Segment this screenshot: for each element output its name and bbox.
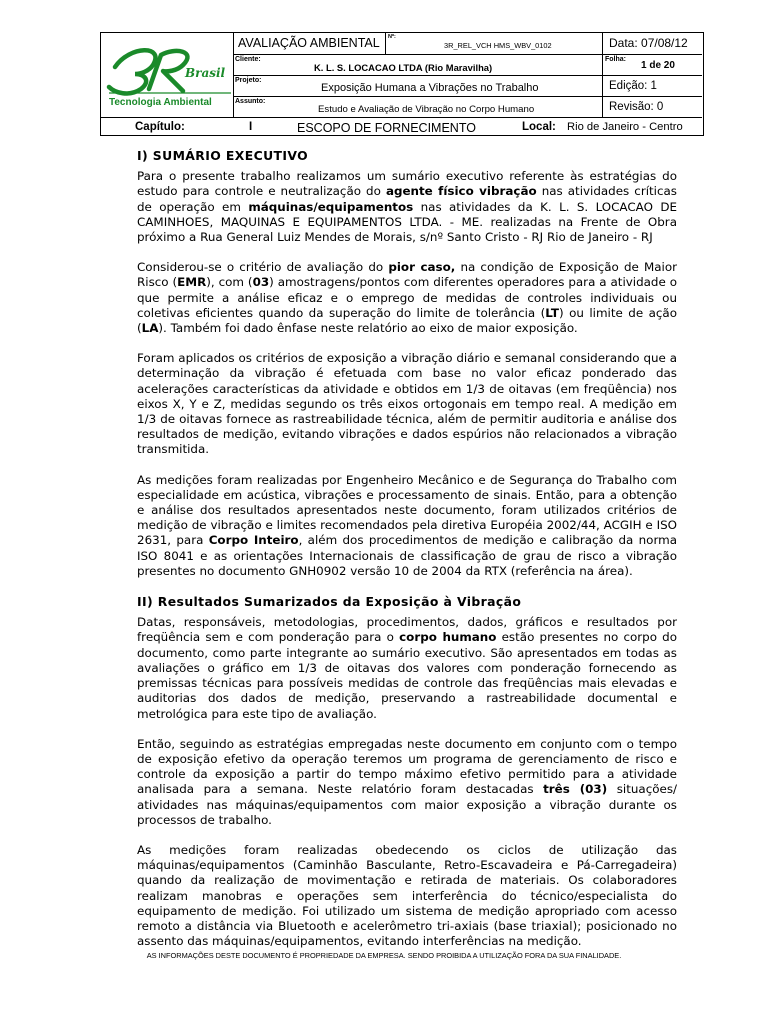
paragraph-6 bbox=[137, 737, 677, 828]
client-name: K. L. S. LOCACAO LTDA (Rio Maravilha) bbox=[314, 62, 493, 73]
emphasis: LT bbox=[545, 305, 560, 320]
emphasis: corpo humano bbox=[399, 630, 497, 645]
folha-value: 1 de 20 bbox=[641, 60, 675, 71]
chapter-title: ESCOPO DE FORNECIMENTO bbox=[297, 121, 476, 135]
text-run: estão presentes no corpo do documento, como parte integrante ao sumário executivo. São apresentados em todas as avaliações o gráfico em 1/3 de oitavas dos valores com ponderação fornecendo as premissas técnicas para possíveis medidas de controle das freqüências mais elevadas e auditorias dos dados de medição, preservando a rastreabilidade documental e metrológica para este tipo de avaliação. bbox=[137, 630, 677, 721]
subject-cell bbox=[234, 97, 603, 118]
document-body bbox=[137, 148, 677, 964]
client-cell bbox=[234, 55, 603, 76]
document-header bbox=[100, 32, 704, 136]
text-run: na condição de Exposição de Maior Risco ( bbox=[137, 260, 677, 290]
subject-label: Assunto: bbox=[235, 98, 266, 105]
text-run: Para o presente trabalho realizamos um sumário executivo referente às estratégias do estudo para controle e neutralização do bbox=[137, 169, 677, 199]
project-label: Projeto: bbox=[235, 77, 262, 84]
client-label: Cliente: bbox=[235, 56, 261, 63]
company-logo bbox=[101, 33, 234, 118]
paragraph-3: Foram aplicados os critérios de exposição a vibração diário e semanal considerando que a determinação da vibração é efetuada com base no valor eficaz ponderado das acelerações características da atividade e obtidos em 1/3 de oitavas (em freqüência) nos eixos X, Y e Z, medidas segundo os três eixos ortogonais em tempo real. A medição em 1/3 de oitavas fornece as rastreabilidade técnica, além de permitir auditoria e análise dos resultados de medição, evitando vibrações e dados espúrios não relacionados a vibração transmitida. bbox=[137, 351, 677, 457]
text-run: Considerou-se o critério de avaliação do bbox=[137, 260, 389, 275]
text-run: situações/ atividades nas máquinas/equipamentos com maior exposição a vibração durante os processos de trabalho. bbox=[137, 782, 678, 827]
text-run: ) amostragens/pontos com diferentes operadores para a atividade o que permite a análise eficaz e o emprego de medidas de controles individuais ou coletivas eficientes quando da superação do limite de tolerância ( bbox=[137, 275, 677, 320]
emphasis: três (03) bbox=[543, 782, 608, 797]
chapter-number: I bbox=[249, 121, 253, 133]
logo-mark-icon bbox=[105, 41, 233, 111]
text-run: ) ou limite de ação ( bbox=[137, 305, 677, 336]
emphasis: LA bbox=[141, 321, 159, 336]
doc-date: Data: 07/08/12 bbox=[609, 36, 688, 50]
section-title-executive-summary: I) SUMÁRIO EXECUTIVO bbox=[137, 148, 309, 163]
text-run: ), com ( bbox=[206, 275, 253, 290]
text-run: , além dos procedimentos de medição e calibração da norma ISO 8041 e as orientações Internacionais de classificação de grau de risco a vibração presentes no documento GNH0902 versão 10 de 2004 da RTX (referência na área). bbox=[137, 533, 677, 578]
revision-cell bbox=[603, 97, 702, 118]
section-title-results: II) Resultados Sumarizados da Exposição à Vibração bbox=[137, 594, 522, 610]
project-cell bbox=[234, 76, 603, 97]
text-run: Datas, responsáveis, metodologias, procedimentos, dados, gráficos e resultados por freqüência sem e com ponderação para o bbox=[137, 615, 677, 645]
revision: Revisão: 0 bbox=[609, 101, 664, 113]
title-cell bbox=[234, 33, 386, 55]
emphasis: agente físico vibração bbox=[385, 184, 537, 199]
text-run: nas atividades críticas de operação em bbox=[137, 184, 678, 214]
paragraph-4 bbox=[137, 473, 677, 579]
edition-cell bbox=[603, 76, 702, 97]
text-run: Então, seguindo as estratégias empregadas neste documento em conjunto com o tempo de exposição efetivo da operação teremos um programa de gerenciamento de risco e controle da exposição a partir do tempo máximo efetivo permitido para a atividade analisada para a semana. Neste relatório foram destacadas bbox=[137, 736, 677, 797]
doc-title: AVALIAÇÃO AMBIENTAL bbox=[238, 36, 380, 50]
edition: Edição: 1 bbox=[609, 80, 657, 92]
number-label: Nº: bbox=[388, 34, 396, 40]
folha-cell bbox=[603, 55, 702, 76]
chapter-label: Capítulo: bbox=[135, 121, 185, 133]
paragraph-5 bbox=[137, 615, 677, 721]
text-run: nas atividades da K. L. S. LOCACAO DE CAMINHOES, MAQUINAS E EQUIPAMENTOS LTDA. - ME. realizadas na Frente de Obra próximo a Rua General Luiz Mendes de Morais, s/nº Santo Cristo - RJ Rio de Janeiro - RJ bbox=[137, 199, 678, 245]
paragraph-2 bbox=[137, 260, 677, 336]
doc-number: 3R_REL_VCH HMS_WBV_0102 bbox=[444, 41, 552, 50]
footer-notice: AS INFORMAÇÕES DESTE DOCUMENTO É PROPRIEDADE DA EMPRESA. SENDO PROIBIDA A UTILIZAÇÃO FORA DA SUA FINALIDADE. bbox=[146, 951, 622, 960]
subject-text: Estudo e Avaliação de Vibração no Corpo Humano bbox=[318, 104, 535, 115]
project-name: Exposição Humana a Vibrações no Trabalho bbox=[321, 82, 539, 94]
number-cell bbox=[386, 33, 603, 55]
emphasis: 03 bbox=[252, 275, 270, 290]
local-label: Local: bbox=[522, 121, 556, 133]
text-run: ). Também foi dado ênfase neste relatório ao eixo de maior exposição. bbox=[158, 321, 578, 336]
local-value: Rio de Janeiro - Centro bbox=[567, 121, 683, 133]
emphasis: Corpo Inteiro bbox=[208, 533, 299, 548]
paragraph-1 bbox=[137, 169, 677, 245]
text-run: As medições foram realizadas por Engenheiro Mecânico e de Segurança do Trabalho com especialidade em acústica, vibrações e processamento de sinais. Então, para a obtenção e análise dos resultados apresentados neste documento, foram utilizados critérios de medição de vibração e limites recomendados pela diretiva Européia 2002/44, ACGIH e ISO 2631, para bbox=[137, 472, 677, 548]
svg-text:Brasil: Brasil bbox=[185, 66, 226, 80]
emphasis: pior caso, bbox=[388, 260, 456, 275]
emphasis: EMR bbox=[177, 275, 207, 290]
paragraph-7: As medições foram realizadas obedecendo os ciclos de utilização das máquinas/equipamentos (Caminhão Basculante, Retro-Escavadeira e Pá-Carregadeira) quando da realização de movimentação e retirada de materiais. Os colaboradores realizam manobras e operações sem interferência do técnico/especialista do equipamento de medição. Foi utilizado um sistema de medição apropriado com acesso remoto a distância via Bluetooth e acelerômetro tri-axiais (base triaxial); posicionado no assento das máquinas/equipamentos, evitando interferências na medição. bbox=[137, 842, 677, 949]
svg-text:Tecnologia Ambiental: Tecnologia Ambiental bbox=[109, 97, 212, 108]
folha-label: Folha: bbox=[605, 56, 626, 63]
emphasis: máquinas/equipamentos bbox=[248, 199, 414, 214]
date-cell bbox=[603, 33, 702, 55]
